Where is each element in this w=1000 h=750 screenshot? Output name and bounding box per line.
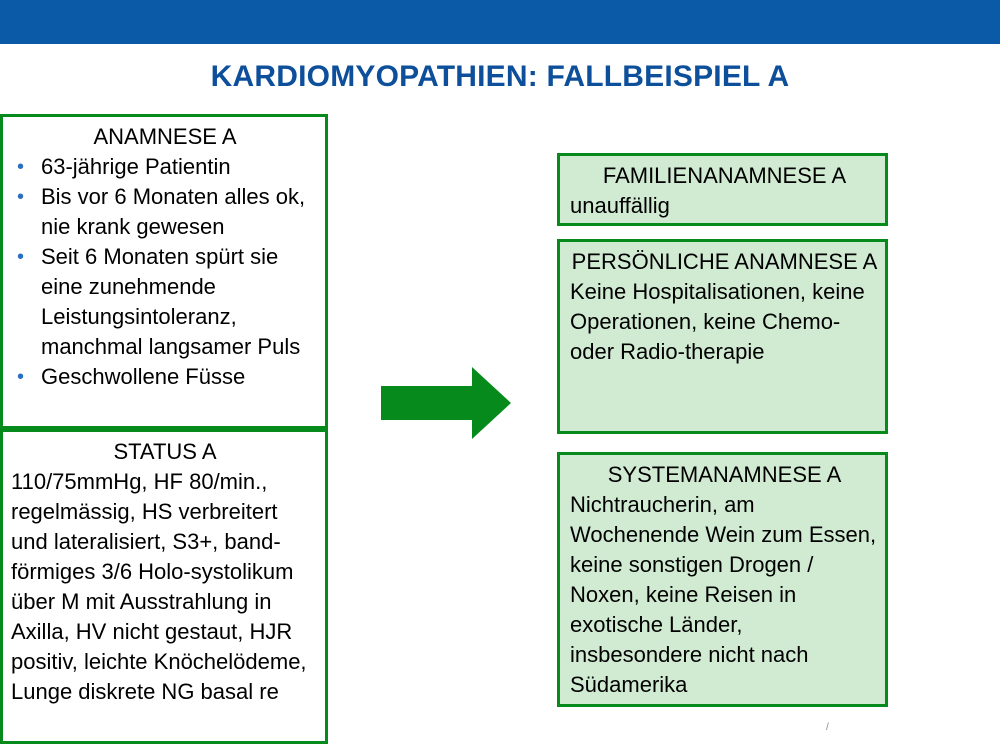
list-item: [11, 182, 319, 242]
familienanamnese-heading: FAMILIENANAMNESE A: [602, 163, 847, 188]
list-item: [11, 242, 319, 362]
familienanamnese-text: unauffällig: [570, 193, 670, 218]
list-item-text: 63-jährige Patientin: [41, 154, 231, 179]
anamnese-box: [0, 114, 328, 429]
anamnese-heading: ANAMNESE A: [93, 124, 237, 149]
top-bar: [0, 0, 1000, 44]
bullet-icon: •: [17, 366, 25, 388]
slide-number: /: [826, 722, 829, 733]
status-box: [0, 429, 328, 744]
status-heading: STATUS A: [113, 439, 217, 464]
right-arrow-icon: [381, 367, 511, 439]
bullet-icon: •: [17, 156, 25, 178]
persoenliche-anamnese-heading: PERSÖNLICHE ANAMNESE A: [571, 249, 878, 274]
anamnese-list: [11, 152, 319, 392]
bullet-icon: •: [17, 246, 25, 268]
systemanamnese-box: [557, 452, 888, 707]
persoenliche-anamnese-box: [557, 239, 888, 434]
list-item: [11, 152, 319, 182]
list-item-text: Geschwollene Füsse: [41, 364, 246, 389]
systemanamnese-text: Nichtraucherin, am Wochenende Wein zum Essen, keine sonstigen Drogen / Noxen, keine Reisen in exotische Länder, insbesondere nicht nach Südamerika: [570, 492, 877, 697]
list-item-text: Seit 6 Monaten spürt sie eine zunehmende Leistungsintoleranz, manchmal langsamer Puls: [41, 244, 301, 359]
persoenliche-anamnese-text: Keine Hospitalisationen, keine Operationen, keine Chemo- oder Radio-therapie: [570, 279, 865, 364]
bullet-icon: •: [17, 186, 25, 208]
status-text: 110/75mmHg, HF 80/min., regelmässig, HS verbreitert und lateralisiert, S3+, band-förmiges 3/6 Holo-systolikum über M mit Ausstrahlung in Axilla, HV nicht gestaut, HJR positiv, leichte Knöchelödeme, Lunge diskrete NG basal re: [11, 469, 307, 704]
slide-title: KARDIOMYOPATHIEN: FALLBEISPIEL A: [210, 60, 790, 93]
familienanamnese-box: [557, 153, 888, 226]
list-item: [11, 362, 319, 392]
systemanamnese-heading: SYSTEMANAMNESE A: [607, 462, 842, 487]
list-item-text: Bis vor 6 Monaten alles ok, nie krank gewesen: [41, 184, 306, 239]
